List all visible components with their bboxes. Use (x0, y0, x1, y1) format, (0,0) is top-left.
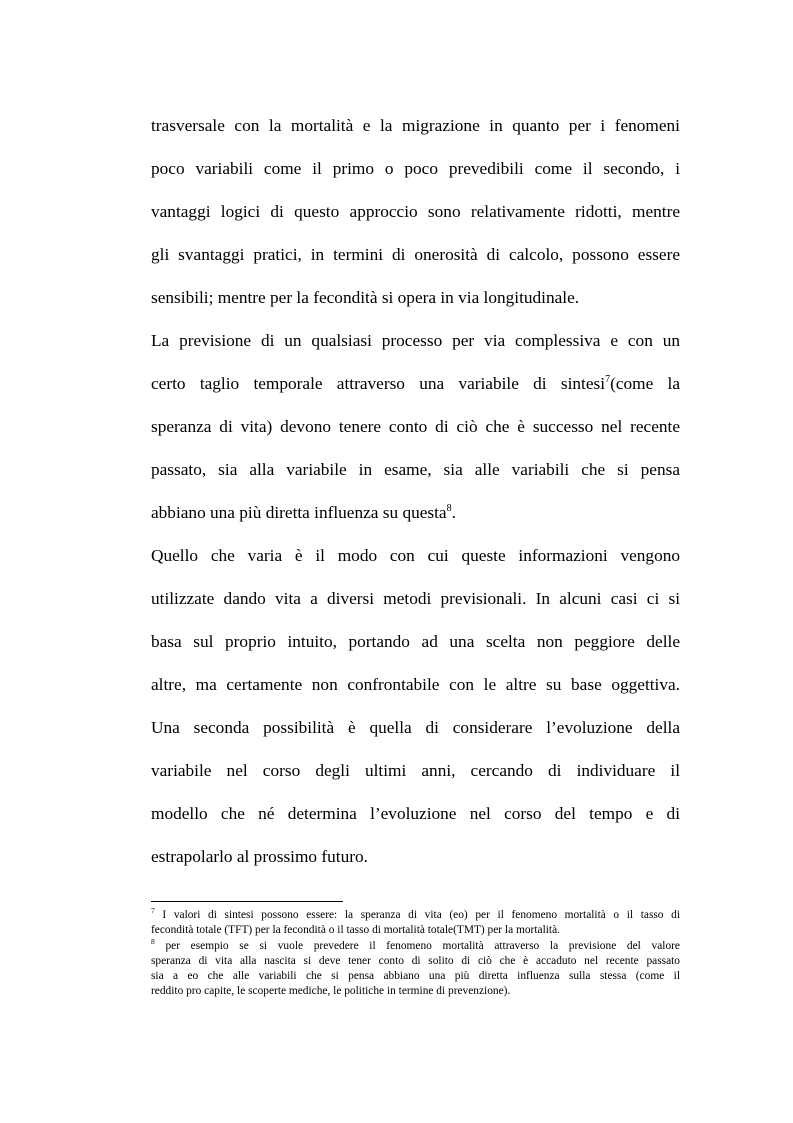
body-line: sensibili; mentre per la fecondità si opera in via longitudinale. (151, 288, 580, 307)
body-text-segment: (come la (610, 374, 680, 393)
footnote-8-line: reddito pro capite, le scoperte mediche, le politiche in termine di prevenzione). (151, 985, 511, 997)
body-text-segment: abbiano una più diretta influenza su questa (151, 503, 447, 522)
body-line: variabile nel corso degli ultimi anni, cercando di individuare il (151, 761, 680, 780)
footnote-marker-8: 8 (446, 503, 452, 514)
body-line: Quello che varia è il modo con cui queste informazioni vengono (151, 546, 680, 565)
footnote-7-line: fecondità totale (TFT) per la fecondità o il tasso di mortalità totale(TMT) per la mortalità. (151, 924, 560, 936)
footnote-separator (151, 901, 343, 902)
body-line: altre, ma certamente non confrontabile con le altre su base oggettiva. (151, 675, 680, 694)
footnote-7-marker: 7 (151, 906, 155, 915)
body-line-with-footnote-8 (151, 502, 680, 524)
footnote-text: per esempio se si vuole prevedere il fenomeno mortalità attraverso la previsione del valore (165, 940, 680, 952)
footnote-marker-7: 7 (605, 374, 611, 385)
body-line: Una seconda possibilità è quella di considerare l’evoluzione della (151, 718, 680, 737)
footnote-8-line (151, 937, 680, 953)
footnote-8-line: speranza di vita alla nascita si deve tener conto di solito di ciò che è accaduto nel recente passato (151, 955, 680, 967)
body-line-with-footnote-7 (151, 373, 680, 395)
body-line: trasversale con la mortalità e la migrazione in quanto per i fenomeni (151, 116, 680, 135)
body-line: basa sul proprio intuito, portando ad una scelta non peggiore delle (151, 632, 680, 651)
body-line: passato, sia alla variabile in esame, sia alle variabili che si pensa (151, 460, 680, 479)
body-text-segment: certo taglio temporale attraverso una variabile di sintesi (151, 374, 606, 393)
body-text-segment: . (451, 503, 456, 522)
body-line: utilizzate dando vita a diversi metodi previsionali. In alcuni casi ci si (151, 589, 680, 608)
body-line: speranza di vita) devono tenere conto di ciò che è successo nel recente (151, 417, 680, 436)
footnote-7-line (151, 906, 680, 922)
body-line: poco variabili come il primo o poco prevedibili come il secondo, i (151, 159, 680, 178)
footnote-8-line: sia a eo che alle variabili che si pensa abbiano una più diretta influenza sulla stessa (come il (151, 970, 680, 982)
body-line: gli svantaggi pratici, in termini di onerosità di calcolo, possono essere (151, 245, 680, 264)
body-line: estrapolarlo al prossimo futuro. (151, 847, 368, 866)
body-line: vantaggi logici di questo approccio sono relativamente ridotti, mentre (151, 202, 680, 221)
body-line: La previsione di un qualsiasi processo per via complessiva e con un (151, 331, 680, 350)
body-line: modello che né determina l’evoluzione nel corso del tempo e di (151, 804, 680, 823)
footnote-text: I valori di sintesi possono essere: la speranza di vita (eo) per il fenomeno mortalità o il tasso di (162, 909, 680, 921)
footnote-8-marker: 8 (151, 937, 155, 946)
